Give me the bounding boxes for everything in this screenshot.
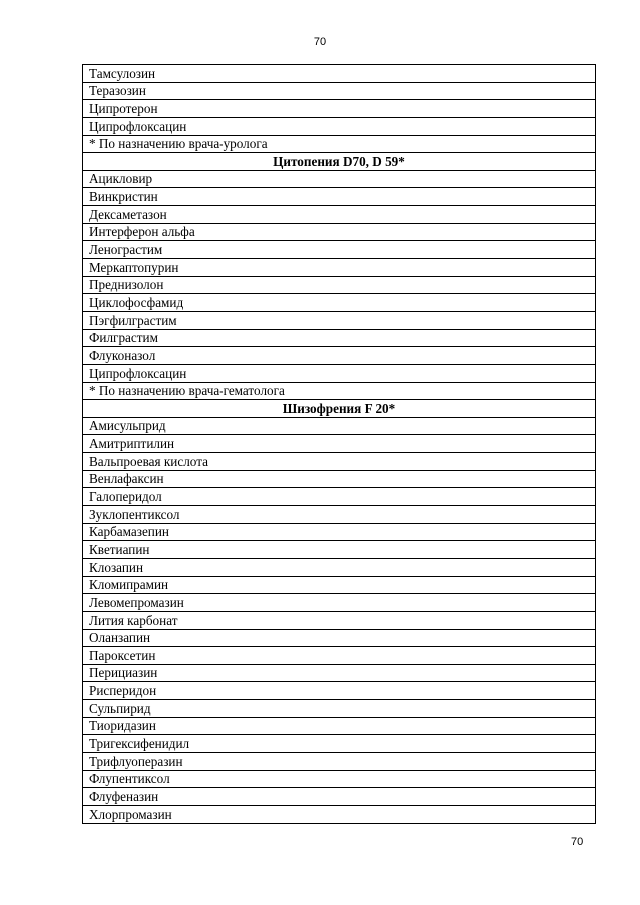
table-row [83,735,596,753]
page-number-top: 70 [313,36,327,48]
table-row [83,664,596,682]
drug-name-cell: Тиоридазин [83,717,596,735]
page-number-bottom: 70 [571,836,584,848]
table-row [83,188,596,206]
drug-name-cell: Дексаметазон [83,206,596,224]
section-heading: Цитопения D70, D 59* [83,153,596,171]
drug-name-cell: * По назначению врача-гематолога [83,382,596,400]
drug-name-cell: Тригексифенидил [83,735,596,753]
table-row [83,135,596,153]
table-row [83,506,596,524]
table-row [83,259,596,277]
drug-name-cell: Оланзапин [83,629,596,647]
drug-name-cell: Пароксетин [83,647,596,665]
table-row [83,276,596,294]
table-row [83,576,596,594]
section-heading-row [83,153,596,171]
table-row [83,717,596,735]
section-heading-row [83,400,596,418]
drug-name-cell: Трифлуоперазин [83,752,596,770]
table-row [83,364,596,382]
drug-name-cell: Амисульприд [83,417,596,435]
drug-name-cell: Преднизолон [83,276,596,294]
drug-name-cell: Циклофосфамид [83,294,596,312]
drug-name-cell: Интерферон альфа [83,223,596,241]
table-row [83,647,596,665]
table-row [83,382,596,400]
drug-name-cell: Рисперидон [83,682,596,700]
drug-name-cell: Вальпроевая кислота [83,453,596,471]
drug-name-cell: * По назначению врача-уролога [83,135,596,153]
table-row [83,117,596,135]
drug-name-cell: Венлафаксин [83,470,596,488]
drug-name-cell: Винкристин [83,188,596,206]
drug-name-cell: Хлорпромазин [83,805,596,823]
section-heading: Шизофрения F 20* [83,400,596,418]
table-row [83,206,596,224]
table-row [83,417,596,435]
drug-name-cell: Лития карбонат [83,611,596,629]
table-row [83,523,596,541]
drug-name-cell: Ципротерон [83,100,596,118]
drug-name-cell: Ленограстим [83,241,596,259]
drug-name-cell: Меркаптопурин [83,259,596,277]
drug-name-cell: Кломипрамин [83,576,596,594]
drug-name-cell: Кветиапин [83,541,596,559]
table-row [83,435,596,453]
table-row [83,805,596,823]
table-row [83,241,596,259]
table-row [83,700,596,718]
drug-table-body [83,65,596,824]
table-row [83,294,596,312]
table-row [83,223,596,241]
drug-name-cell: Филграстим [83,329,596,347]
drug-name-cell: Флупентиксол [83,770,596,788]
drug-name-cell: Амитриптилин [83,435,596,453]
drug-name-cell: Зуклопентиксол [83,506,596,524]
table-row [83,752,596,770]
drug-name-cell: Флуфеназин [83,788,596,806]
table-row [83,470,596,488]
drug-name-cell: Клозапин [83,558,596,576]
table-row [83,65,596,83]
drug-table [82,64,596,824]
drug-name-cell: Ципрофлоксацин [83,364,596,382]
table-row [83,311,596,329]
table-row [83,170,596,188]
table-row [83,329,596,347]
drug-name-cell: Перициазин [83,664,596,682]
drug-name-cell: Галоперидол [83,488,596,506]
drug-name-cell: Левомепромазин [83,594,596,612]
table-row [83,100,596,118]
table-row [83,347,596,365]
table-row [83,541,596,559]
drug-name-cell: Пэгфилграстим [83,311,596,329]
table-row [83,453,596,471]
drug-name-cell: Карбамазепин [83,523,596,541]
table-row [83,788,596,806]
drug-name-cell: Ципрофлоксацин [83,117,596,135]
table-row [83,558,596,576]
table-row [83,488,596,506]
drug-name-cell: Флуконазол [83,347,596,365]
table-row [83,82,596,100]
drug-name-cell: Теразозин [83,82,596,100]
table-row [83,770,596,788]
drug-name-cell: Ацикловир [83,170,596,188]
table-row [83,594,596,612]
table-row [83,682,596,700]
table-row [83,611,596,629]
table-row [83,629,596,647]
drug-name-cell: Сульпирид [83,700,596,718]
drug-name-cell: Тамсулозин [83,65,596,83]
